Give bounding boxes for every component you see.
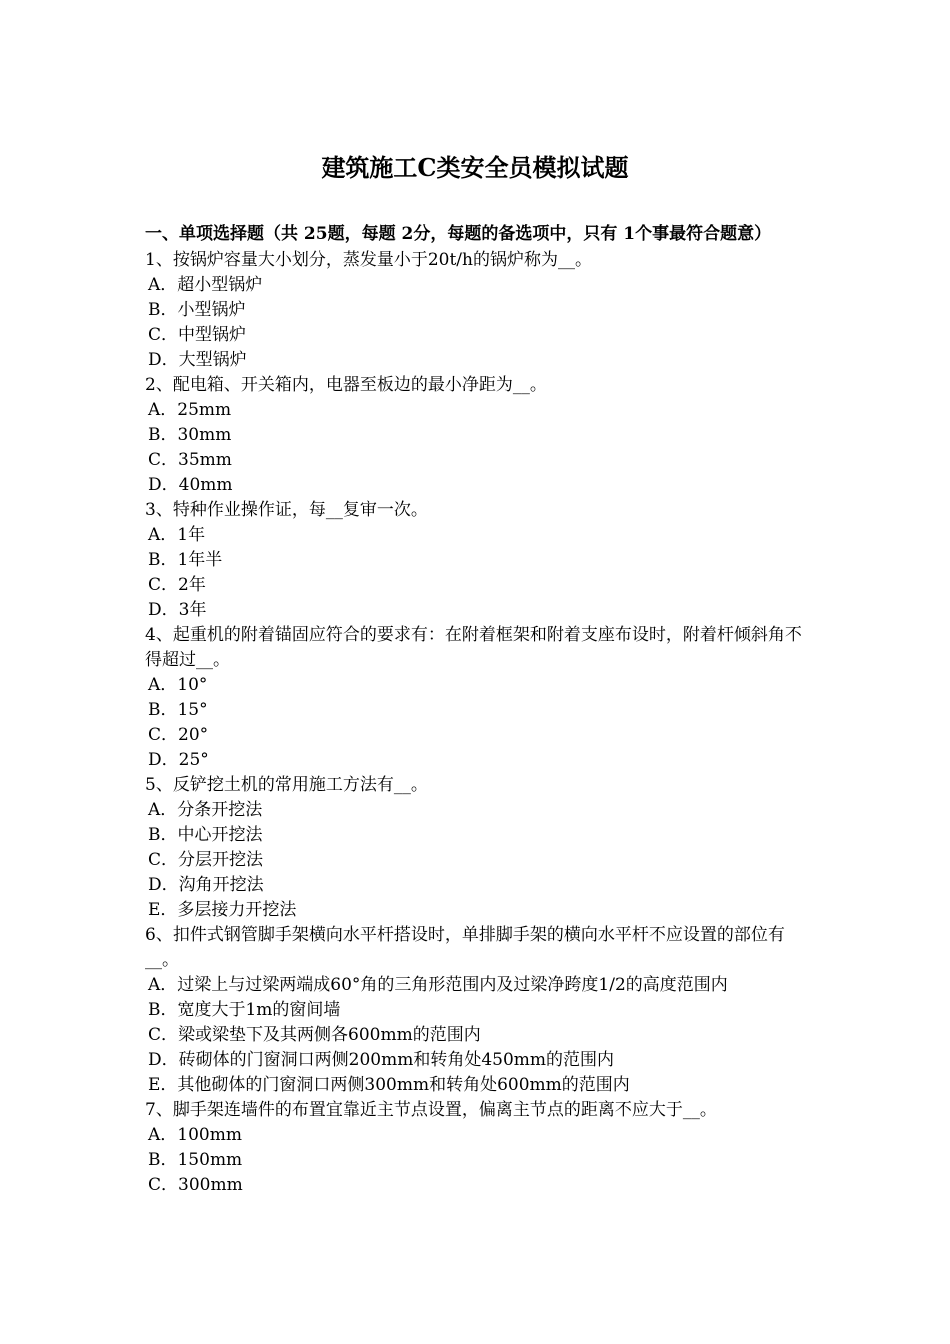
answer-option: E．多层接力开挖法 — [148, 900, 297, 920]
answer-option: A．25mm — [148, 400, 232, 420]
answer-option: D．3年 — [148, 600, 207, 620]
question-stem: 5、反铲挖土机的常用施工方法有__。 — [145, 775, 428, 795]
answer-option: B．15° — [148, 700, 208, 720]
answer-option: A．分条开挖法 — [148, 800, 263, 820]
question-stem: 4、起重机的附着锚固应符合的要求有：在附着框架和附着支座布设时，附着杆倾斜角不得超过__。 — [145, 625, 802, 670]
question-item — [145, 248, 810, 373]
question-item — [145, 623, 810, 773]
answer-option: C．35mm — [148, 450, 232, 470]
question-item — [145, 498, 810, 623]
question-item — [145, 923, 810, 1098]
option-list — [145, 273, 810, 373]
option-list — [145, 1123, 810, 1198]
question-stem: 3、特种作业操作证，每__复审一次。 — [145, 500, 428, 520]
answer-option: D．沟角开挖法 — [148, 875, 264, 895]
answer-option: C．中型锅炉 — [148, 325, 247, 345]
answer-option: A．过梁上与过梁两端成60°角的三角形范围内及过梁净跨度1/2的高度范围内 — [148, 975, 728, 995]
question-stem: 6、扣件式钢管脚手架横向水平杆搭设时，单排脚手架的横向水平杆不应设置的部位有__。 — [145, 925, 785, 970]
answer-option: A．超小型锅炉 — [148, 275, 263, 295]
question-item — [145, 1098, 810, 1198]
answer-option: A．100mm — [148, 1125, 242, 1145]
question-stem: 7、脚手架连墙件的布置宜靠近主节点设置，偏离主节点的距离不应大于__。 — [145, 1100, 717, 1120]
question-stem: 2、配电箱、开关箱内，电器至板边的最小净距为__。 — [145, 375, 547, 395]
question-list — [145, 248, 810, 1198]
answer-option: B．150mm — [148, 1150, 243, 1170]
answer-option: C．分层开挖法 — [148, 850, 264, 870]
document-title: 建筑施工C类安全员模拟试题 — [321, 153, 629, 182]
answer-option: E．其他砌体的门窗洞口两侧300mm和转角处600mm的范围内 — [148, 1075, 630, 1095]
answer-option: C．梁或梁垫下及其两侧各600mm的范围内 — [148, 1025, 481, 1045]
answer-option: D．砖砌体的门窗洞口两侧200mm和转角处450mm的范围内 — [148, 1050, 615, 1070]
option-list — [145, 798, 810, 923]
question-stem: 1、按锅炉容量大小划分，蒸发量小于20t/h的锅炉称为__。 — [145, 250, 592, 270]
answer-option: B．30mm — [148, 425, 232, 445]
answer-option: B．1年半 — [148, 550, 223, 570]
option-list — [145, 523, 810, 623]
answer-option: D．40mm — [148, 475, 233, 495]
option-list — [145, 673, 810, 773]
answer-option: C．2年 — [148, 575, 206, 595]
question-item — [145, 373, 810, 498]
answer-option: B．小型锅炉 — [148, 300, 246, 320]
answer-option: C．20° — [148, 725, 209, 745]
section-heading: 一、单项选择题（共 25题，每题 2分，每题的备选项中，只有 1个事最符合题意） — [145, 224, 772, 244]
option-list — [145, 973, 810, 1098]
option-list — [145, 398, 810, 498]
answer-option: B．中心开挖法 — [148, 825, 263, 845]
answer-option: C．300mm — [148, 1175, 243, 1195]
answer-option: A．10° — [148, 675, 208, 695]
document-body — [145, 222, 810, 1198]
answer-option: A．1年 — [148, 525, 206, 545]
answer-option: B．宽度大于1m的窗间墙 — [148, 1000, 341, 1020]
question-item — [145, 773, 810, 923]
answer-option: D．25° — [148, 750, 209, 770]
answer-option: D．大型锅炉 — [148, 350, 247, 370]
